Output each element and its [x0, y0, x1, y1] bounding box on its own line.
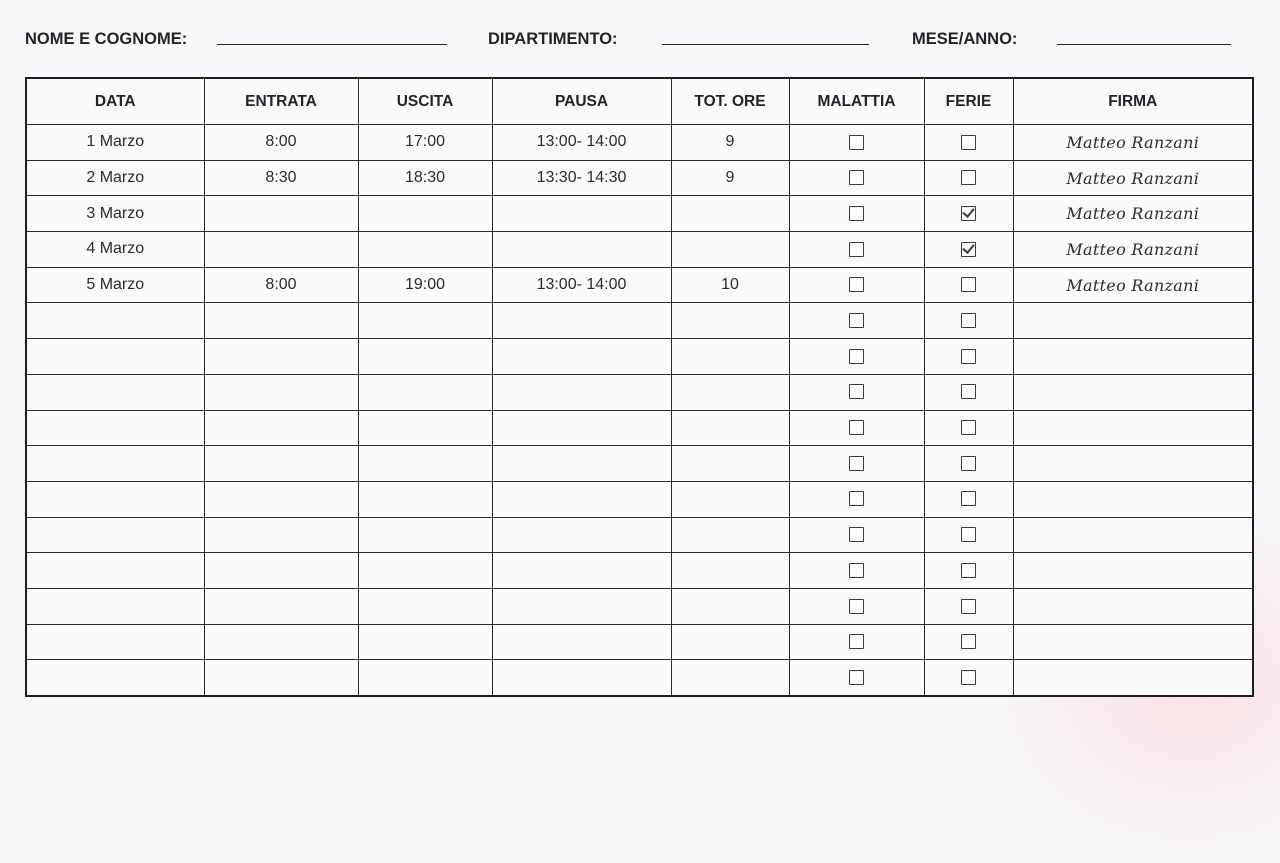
table-row: [26, 410, 1253, 446]
cell-malattia: [789, 410, 924, 446]
cell-tot-ore[interactable]: [671, 374, 789, 410]
ferie-checkbox[interactable]: [961, 599, 976, 614]
timesheet-header: [0, 27, 1280, 55]
malattia-checkbox[interactable]: [849, 277, 864, 292]
cell-ferie: [924, 588, 1013, 624]
cell-malattia: [789, 374, 924, 410]
cell-malattia: [789, 125, 924, 161]
header-row: [26, 78, 1253, 125]
ferie-checkbox[interactable]: [961, 456, 976, 471]
cell-malattia: [789, 588, 924, 624]
cell-pausa[interactable]: [492, 517, 671, 553]
cell-malattia: [789, 160, 924, 196]
ferie-checkbox[interactable]: [961, 206, 976, 221]
table-row: [26, 517, 1253, 553]
cell-data[interactable]: [26, 481, 204, 517]
cell-tot-ore[interactable]: [671, 588, 789, 624]
malattia-checkbox[interactable]: [849, 242, 864, 257]
cell-pausa[interactable]: [492, 624, 671, 660]
malattia-checkbox[interactable]: [849, 563, 864, 578]
cell-malattia: [789, 339, 924, 375]
cell-ferie: [924, 196, 1013, 232]
table-row: [26, 232, 1253, 268]
table-row: [26, 553, 1253, 589]
cell-pausa[interactable]: [492, 481, 671, 517]
signature-cell[interactable]: [1013, 446, 1253, 482]
cell-ferie: [924, 481, 1013, 517]
malattia-checkbox[interactable]: [849, 634, 864, 649]
col-header-uscita: USCITA: [358, 78, 492, 125]
cell-pausa[interactable]: [492, 410, 671, 446]
cell-data[interactable]: [26, 624, 204, 660]
signature-cell[interactable]: [1013, 553, 1253, 589]
cell-entrata[interactable]: [204, 553, 358, 589]
cell-malattia: [789, 303, 924, 339]
cell-pausa[interactable]: [492, 374, 671, 410]
cell-malattia: [789, 517, 924, 553]
name-label: NOME E COGNOME:: [25, 30, 188, 48]
cell-tot-ore[interactable]: [671, 624, 789, 660]
cell-tot-ore[interactable]: [671, 446, 789, 482]
signature-cell[interactable]: Matteo Ranzani: [1013, 196, 1253, 232]
cell-malattia: [789, 660, 924, 696]
signature-cell[interactable]: [1013, 660, 1253, 696]
cell-uscita[interactable]: [358, 446, 492, 482]
ferie-checkbox[interactable]: [961, 135, 976, 150]
malattia-checkbox[interactable]: [849, 599, 864, 614]
cell-tot-ore[interactable]: 9: [671, 160, 789, 196]
cell-pausa[interactable]: 13:30- 14:30: [492, 160, 671, 196]
cell-tot-ore[interactable]: 10: [671, 267, 789, 303]
ferie-checkbox[interactable]: [961, 242, 976, 257]
table-row: [26, 303, 1253, 339]
cell-entrata[interactable]: 8:00: [204, 267, 358, 303]
malattia-checkbox[interactable]: [849, 670, 864, 685]
col-header-tot-ore: TOT. ORE: [671, 78, 789, 125]
cell-ferie: [924, 553, 1013, 589]
cell-entrata[interactable]: [204, 374, 358, 410]
cell-data[interactable]: 1 Marzo: [26, 125, 204, 161]
cell-tot-ore[interactable]: 9: [671, 125, 789, 161]
ferie-checkbox[interactable]: [961, 491, 976, 506]
signature-cell[interactable]: Matteo Ranzani: [1013, 232, 1253, 268]
malattia-checkbox[interactable]: [849, 527, 864, 542]
table-row: [26, 374, 1253, 410]
cell-tot-ore[interactable]: [671, 196, 789, 232]
signature-cell[interactable]: [1013, 624, 1253, 660]
cell-entrata[interactable]: [204, 196, 358, 232]
cell-tot-ore[interactable]: [671, 410, 789, 446]
cell-tot-ore[interactable]: [671, 553, 789, 589]
cell-uscita[interactable]: [358, 588, 492, 624]
cell-malattia: [789, 232, 924, 268]
cell-uscita[interactable]: [358, 517, 492, 553]
malattia-checkbox[interactable]: [849, 420, 864, 435]
cell-ferie: [924, 374, 1013, 410]
cell-pausa[interactable]: [492, 553, 671, 589]
department-field[interactable]: [662, 44, 869, 45]
cell-data[interactable]: [26, 517, 204, 553]
table-row: [26, 446, 1253, 482]
cell-entrata[interactable]: [204, 303, 358, 339]
cell-entrata[interactable]: [204, 481, 358, 517]
cell-ferie: [924, 517, 1013, 553]
cell-uscita[interactable]: 19:00: [358, 267, 492, 303]
cell-ferie: [924, 660, 1013, 696]
col-header-pausa: PAUSA: [492, 78, 671, 125]
signature-cell[interactable]: Matteo Ranzani: [1013, 160, 1253, 196]
col-header-malattia: MALATTIA: [789, 78, 924, 125]
cell-ferie: [924, 339, 1013, 375]
cell-pausa[interactable]: [492, 196, 671, 232]
cell-entrata[interactable]: 8:30: [204, 160, 358, 196]
month-year-label: MESE/ANNO:: [912, 30, 1018, 48]
cell-ferie: [924, 232, 1013, 268]
cell-data[interactable]: [26, 446, 204, 482]
ferie-checkbox[interactable]: [961, 420, 976, 435]
ferie-checkbox[interactable]: [961, 384, 976, 399]
cell-ferie: [924, 303, 1013, 339]
malattia-checkbox[interactable]: [849, 170, 864, 185]
cell-ferie: [924, 160, 1013, 196]
cell-pausa[interactable]: [492, 446, 671, 482]
cell-data[interactable]: 2 Marzo: [26, 160, 204, 196]
cell-data[interactable]: 4 Marzo: [26, 232, 204, 268]
cell-uscita[interactable]: [358, 196, 492, 232]
signature-cell[interactable]: [1013, 374, 1253, 410]
timesheet-table: [25, 77, 1254, 697]
cell-uscita[interactable]: [358, 374, 492, 410]
ferie-checkbox[interactable]: [961, 349, 976, 364]
cell-entrata[interactable]: [204, 339, 358, 375]
cell-entrata[interactable]: [204, 232, 358, 268]
cell-malattia: [789, 267, 924, 303]
cell-malattia: [789, 553, 924, 589]
cell-data[interactable]: 3 Marzo: [26, 196, 204, 232]
cell-malattia: [789, 196, 924, 232]
cell-uscita[interactable]: [358, 624, 492, 660]
cell-pausa[interactable]: [492, 339, 671, 375]
cell-data[interactable]: [26, 660, 204, 696]
cell-uscita[interactable]: 18:30: [358, 160, 492, 196]
cell-data[interactable]: [26, 553, 204, 589]
cell-entrata[interactable]: [204, 624, 358, 660]
ferie-checkbox[interactable]: [961, 277, 976, 292]
cell-data[interactable]: [26, 339, 204, 375]
col-header-entrata: ENTRATA: [204, 78, 358, 125]
cell-tot-ore[interactable]: [671, 481, 789, 517]
cell-entrata[interactable]: [204, 660, 358, 696]
table-row: [26, 660, 1253, 696]
table-row: [26, 339, 1253, 375]
table-row: [26, 160, 1253, 196]
cell-entrata[interactable]: 8:00: [204, 125, 358, 161]
table-row: [26, 196, 1253, 232]
table-row: [26, 624, 1253, 660]
malattia-checkbox[interactable]: [849, 491, 864, 506]
signature-cell[interactable]: [1013, 339, 1253, 375]
cell-ferie: [924, 125, 1013, 161]
cell-uscita[interactable]: [358, 232, 492, 268]
cell-tot-ore[interactable]: [671, 517, 789, 553]
cell-entrata[interactable]: [204, 446, 358, 482]
cell-pausa[interactable]: [492, 660, 671, 696]
cell-uscita[interactable]: 17:00: [358, 125, 492, 161]
name-field[interactable]: [217, 44, 447, 45]
table-row: [26, 588, 1253, 624]
ferie-checkbox[interactable]: [961, 563, 976, 578]
cell-entrata[interactable]: [204, 410, 358, 446]
cell-data[interactable]: [26, 588, 204, 624]
cell-uscita[interactable]: [358, 339, 492, 375]
signature-cell[interactable]: [1013, 481, 1253, 517]
cell-tot-ore[interactable]: [671, 660, 789, 696]
ferie-checkbox[interactable]: [961, 670, 976, 685]
cell-ferie: [924, 267, 1013, 303]
cell-ferie: [924, 446, 1013, 482]
ferie-checkbox[interactable]: [961, 170, 976, 185]
cell-entrata[interactable]: [204, 517, 358, 553]
cell-data[interactable]: [26, 410, 204, 446]
cell-pausa[interactable]: [492, 232, 671, 268]
cell-data[interactable]: [26, 303, 204, 339]
malattia-checkbox[interactable]: [849, 135, 864, 150]
ferie-checkbox[interactable]: [961, 527, 976, 542]
col-header-ferie: FERIE: [924, 78, 1013, 125]
signature-cell[interactable]: [1013, 517, 1253, 553]
cell-malattia: [789, 446, 924, 482]
cell-pausa[interactable]: 13:00- 14:00: [492, 267, 671, 303]
signature-cell[interactable]: [1013, 588, 1253, 624]
cell-pausa[interactable]: [492, 303, 671, 339]
malattia-checkbox[interactable]: [849, 384, 864, 399]
cell-tot-ore[interactable]: [671, 303, 789, 339]
cell-uscita[interactable]: [358, 481, 492, 517]
table-row: [26, 125, 1253, 161]
table-row: [26, 267, 1253, 303]
cell-pausa[interactable]: [492, 588, 671, 624]
cell-data[interactable]: 5 Marzo: [26, 267, 204, 303]
cell-malattia: [789, 624, 924, 660]
cell-ferie: [924, 410, 1013, 446]
malattia-checkbox[interactable]: [849, 313, 864, 328]
malattia-checkbox[interactable]: [849, 349, 864, 364]
cell-uscita[interactable]: [358, 410, 492, 446]
col-header-firma: FIRMA: [1013, 78, 1253, 125]
cell-tot-ore[interactable]: [671, 339, 789, 375]
ferie-checkbox[interactable]: [961, 634, 976, 649]
ferie-checkbox[interactable]: [961, 313, 976, 328]
cell-uscita[interactable]: [358, 660, 492, 696]
signature-cell[interactable]: [1013, 303, 1253, 339]
cell-ferie: [924, 624, 1013, 660]
col-header-data: DATA: [26, 78, 204, 125]
signature-cell[interactable]: [1013, 410, 1253, 446]
department-label: DIPARTIMENTO:: [488, 30, 618, 48]
cell-uscita[interactable]: [358, 553, 492, 589]
cell-tot-ore[interactable]: [671, 232, 789, 268]
signature-cell[interactable]: Matteo Ranzani: [1013, 267, 1253, 303]
table-row: [26, 481, 1253, 517]
malattia-checkbox[interactable]: [849, 456, 864, 471]
malattia-checkbox[interactable]: [849, 206, 864, 221]
cell-uscita[interactable]: [358, 303, 492, 339]
cell-data[interactable]: [26, 374, 204, 410]
month-year-field[interactable]: [1057, 44, 1231, 45]
cell-entrata[interactable]: [204, 588, 358, 624]
signature-cell[interactable]: Matteo Ranzani: [1013, 125, 1253, 161]
cell-pausa[interactable]: 13:00- 14:00: [492, 125, 671, 161]
cell-malattia: [789, 481, 924, 517]
